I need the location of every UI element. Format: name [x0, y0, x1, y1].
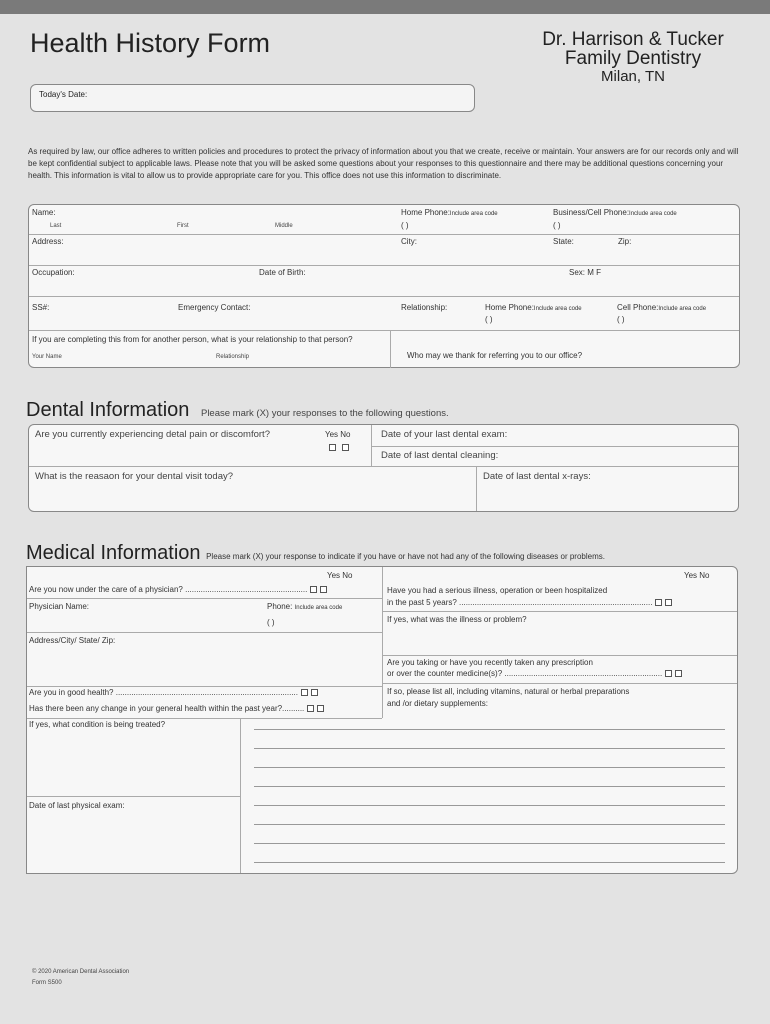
physician-phone-paren: ( ) [267, 618, 275, 627]
serious-illness-question-2: in the past 5 years? ....................................................................................... [387, 598, 672, 607]
todays-date-label: Today's Date: [39, 90, 88, 99]
physician-address-field[interactable]: Address/City/ State/ Zip: [29, 636, 116, 645]
home-phone-paren: ( ) [401, 221, 409, 230]
business-phone-paren: ( ) [553, 221, 561, 230]
medication-line[interactable] [254, 729, 725, 730]
dental-pain-question: Are you currently experiencing detal pain or discomfort? [35, 429, 270, 440]
serious-illness-no-checkbox[interactable] [665, 599, 672, 606]
practice-line-1: Dr. Harrison & Tucker [542, 29, 724, 50]
name-field[interactable]: Name: [32, 208, 56, 217]
privacy-intro: As required by law, our office adheres to written policies and procedures to protect the privacy of information about you that we create, receive or maintain. Your answers are for our records only and will be kept confidential subject to applicable laws. Please note that you will be asked some questions about your responses to this questionnaire and there may be additional questions concerning your health. This information is vital to allow us to provide appropriate care for you. This office does not use this information to discriminate. [28, 147, 739, 180]
emergency-home-paren: ( ) [485, 315, 493, 324]
medication-line[interactable] [254, 843, 725, 844]
medication-line[interactable] [254, 786, 725, 787]
last-cleaning-field[interactable]: Date of last dental cleaning: [381, 450, 499, 461]
page-title: Health History Form [30, 28, 271, 58]
address-field[interactable]: Address: [32, 237, 64, 246]
practice-line-2: Family Dentistry [564, 48, 702, 69]
state-field[interactable]: State: [553, 237, 574, 246]
dental-yes-no-label: Yes No [325, 430, 351, 439]
dental-pain-yes-checkbox[interactable] [329, 444, 336, 451]
physician-care-question: Are you now under the care of a physician? ....................................................... [29, 585, 327, 594]
physician-phone-field[interactable]: Phone: Include area code [267, 602, 343, 611]
good-health-question: Are you in good health? .................................................................................. [29, 688, 318, 697]
physical-exam-field[interactable]: Date of last physical exam: [29, 801, 125, 810]
last-xrays-field[interactable]: Date of last dental x-rays: [483, 471, 591, 482]
top-bar [0, 0, 770, 14]
prescription-question-1: Are you taking or have you recently taken any prescription [387, 658, 593, 667]
health-change-question: Has there been any change in your general health within the past year?.......... [29, 704, 324, 713]
last-exam-field[interactable]: Date of your last dental exam: [381, 429, 508, 440]
practice-name [528, 30, 738, 86]
dental-section-subtitle: Please mark (X) your responses to the following questions. [200, 408, 449, 419]
health-change-no-checkbox[interactable] [317, 705, 324, 712]
emergency-cell-paren: ( ) [617, 315, 625, 324]
emergency-cell-phone-field[interactable]: Cell Phone:Include area code [617, 303, 707, 312]
list-all-instruction-1: If so, please list all, including vitamins, natural or herbal preparations [387, 687, 630, 696]
ss-field[interactable]: SS#: [32, 303, 50, 312]
medical-section-title: Medical Information Please mark (X) your response to indicate if you have or have not had any of the following diseases or problems. [26, 542, 605, 564]
dob-field[interactable]: Date of Birth: [259, 268, 306, 277]
occupation-field[interactable]: Occupation: [32, 268, 75, 277]
prescription-question-2: or over the counter medicine(s)? ....................................................................... [387, 669, 682, 678]
physician-care-yes-checkbox[interactable] [310, 586, 317, 593]
medication-line[interactable] [254, 767, 725, 768]
footer-form-number: Form S500 [32, 980, 62, 986]
your-name-field[interactable]: Your Name [32, 354, 62, 360]
list-all-instruction-2: and /or dietary supplements: [387, 699, 488, 708]
physician-care-no-checkbox[interactable] [320, 586, 327, 593]
referral-field[interactable]: Who may we thank for referring you to our office? [407, 351, 583, 360]
relationship-small-field[interactable]: Relationship [216, 354, 250, 360]
footer-copyright: © 2020 American Dental Association [32, 969, 130, 975]
prescription-yes-checkbox[interactable] [665, 670, 672, 677]
dental-pain-checkboxes [326, 443, 349, 452]
serious-illness-yes-checkbox[interactable] [655, 599, 662, 606]
city-field[interactable]: City: [401, 237, 417, 246]
medical-section-subtitle: Please mark (X) your response to indicate if you have or have not had any of the following diseases or problems. [206, 552, 605, 561]
emergency-contact-field[interactable]: Emergency Contact: [178, 303, 251, 312]
emergency-home-phone-field[interactable]: Home Phone:Include area code [485, 303, 582, 312]
visit-reason-field[interactable]: What is the reasaon for your dental visit today? [35, 471, 234, 482]
dental-section-title: Dental Information Please mark (X) your responses to the following questions. [26, 399, 449, 421]
todays-date-field[interactable] [30, 84, 475, 112]
medical-yes-no-left: Yes No [327, 571, 353, 580]
medication-line[interactable] [254, 748, 725, 749]
business-cell-phone-field[interactable]: Business/Cell Phone:Include area code [553, 208, 677, 217]
home-phone-field[interactable]: Home Phone:Include area code [401, 208, 498, 217]
middle-name-hint: Middle [275, 223, 293, 229]
first-name-hint: First [177, 223, 189, 229]
relationship-field[interactable]: Relationship: [401, 303, 448, 312]
medication-line[interactable] [254, 862, 725, 863]
condition-treated-field[interactable]: If yes, what condition is being treated? [29, 720, 166, 729]
medical-yes-no-right: Yes No [684, 571, 710, 580]
illness-what-field[interactable]: If yes, what was the illness or problem? [387, 615, 527, 624]
medication-line[interactable] [254, 824, 725, 825]
zip-field[interactable]: Zip: [618, 237, 632, 246]
physician-name-field[interactable]: Physician Name: [29, 602, 90, 611]
prescription-no-checkbox[interactable] [675, 670, 682, 677]
completing-for-other-question: If you are completing this from for another person, what is your relationship to that person? [32, 335, 353, 344]
serious-illness-question-1: Have you had a serious illness, operation or been hospitalized [387, 586, 608, 595]
sex-field[interactable]: Sex: M F [569, 268, 602, 277]
health-change-yes-checkbox[interactable] [307, 705, 314, 712]
last-name-hint: Last [50, 223, 62, 229]
good-health-no-checkbox[interactable] [311, 689, 318, 696]
medication-line[interactable] [254, 805, 725, 806]
practice-location: Milan, TN [601, 68, 665, 85]
good-health-yes-checkbox[interactable] [301, 689, 308, 696]
dental-pain-no-checkbox[interactable] [342, 444, 349, 451]
